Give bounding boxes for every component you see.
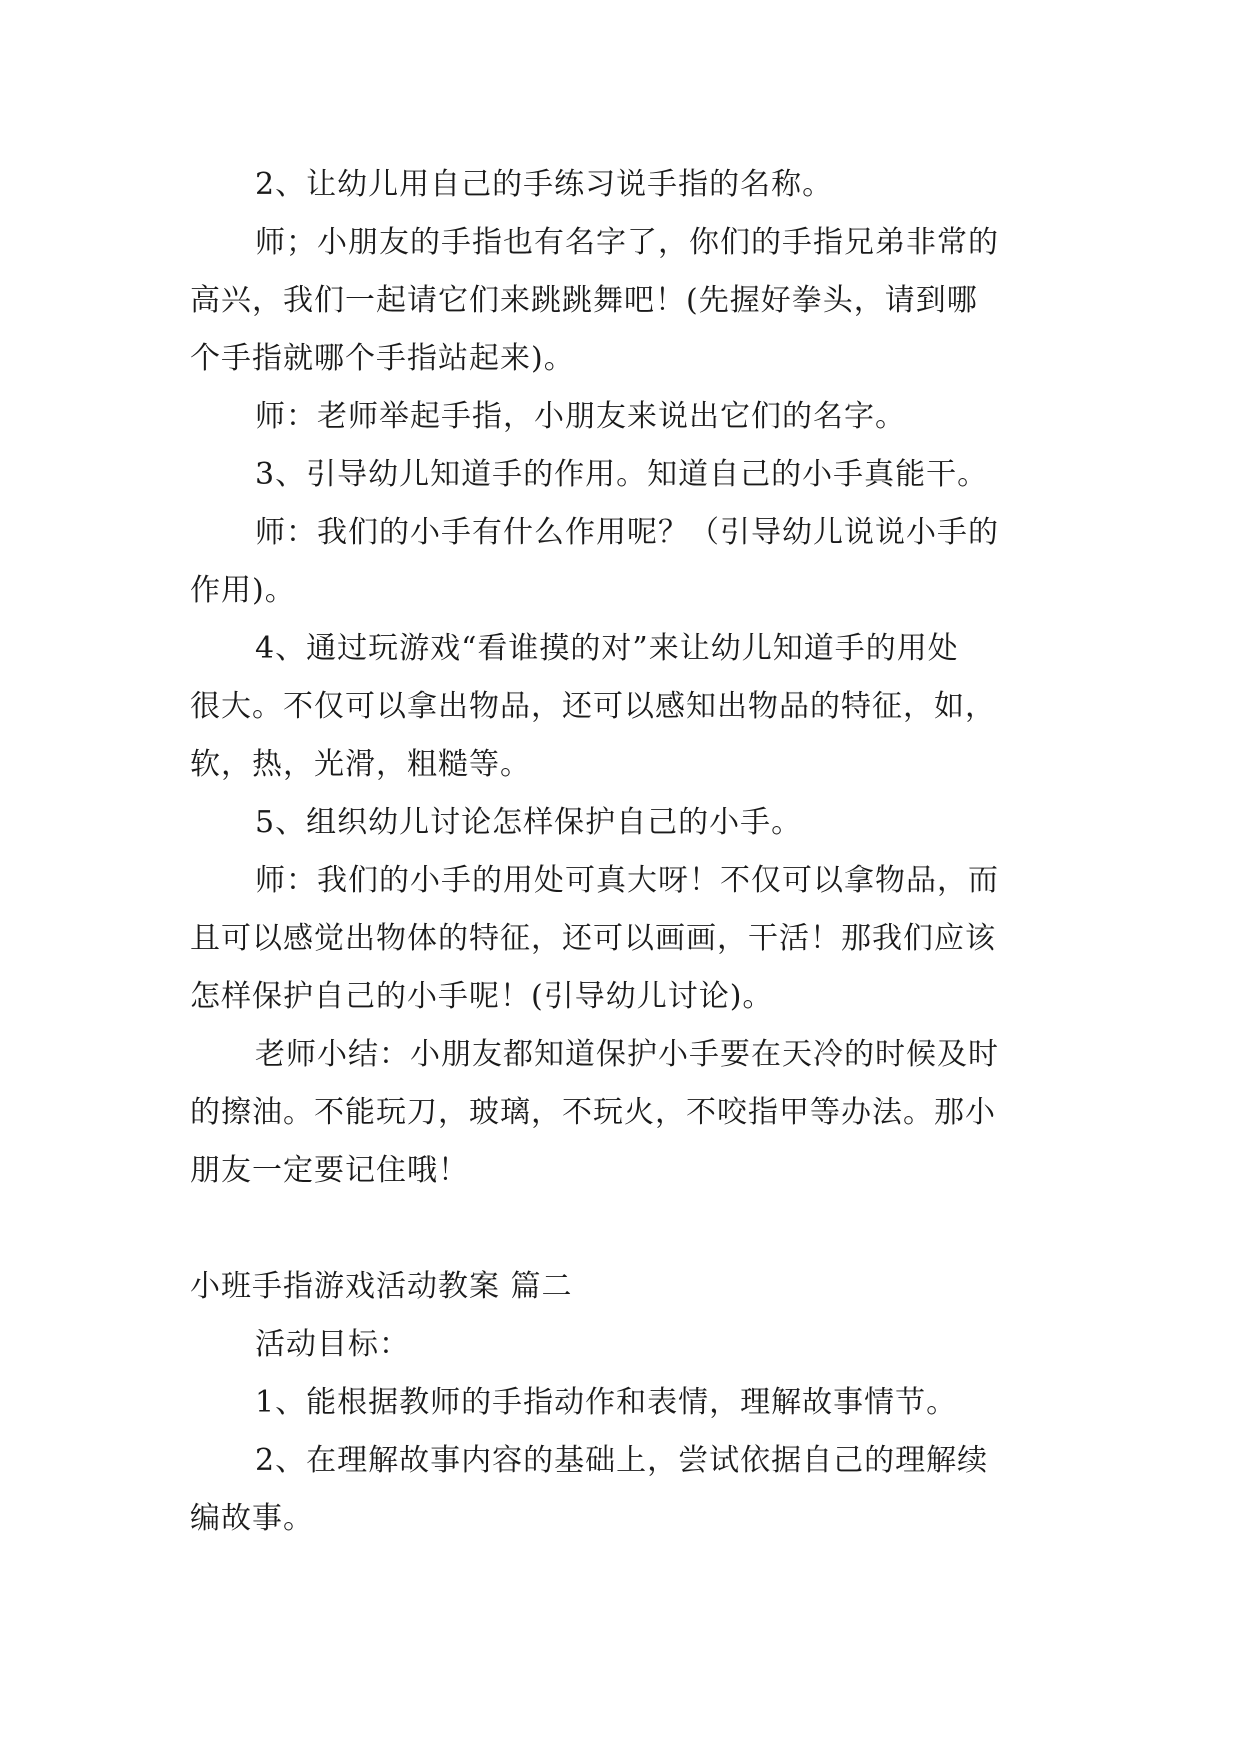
paragraph-line: 师：我们的小手的用处可真大呀！不仅可以拿物品，而 <box>255 863 999 898</box>
paragraph-line: 作用)。 <box>190 573 296 608</box>
paragraph-line: 师：老师举起手指，小朋友来说出它们的名字。 <box>255 399 906 434</box>
paragraph-line: 且可以感觉出物体的特征，还可以画画，干活！那我们应该 <box>190 921 996 956</box>
paragraph-line: 4、通过玩游戏“看谁摸的对”来让幼儿知道手的用处 <box>255 631 959 666</box>
paragraph-line: 软，热，光滑，粗糙等。 <box>190 747 531 782</box>
section-heading: 小班手指游戏活动教案 篇二 <box>190 1269 573 1304</box>
paragraph-line: 活动目标： <box>255 1327 410 1362</box>
paragraph-line: 老师小结：小朋友都知道保护小手要在天冷的时候及时 <box>255 1037 999 1072</box>
paragraph-line: 的擦油。不能玩刀，玻璃，不玩火，不咬指甲等办法。那小 <box>190 1095 996 1130</box>
paragraph-line: 2、在理解故事内容的基础上，尝试依据自己的理解续 <box>255 1443 989 1478</box>
paragraph-line: 怎样保护自己的小手呢！(引导幼儿讨论)。 <box>190 979 774 1014</box>
paragraph-line: 1、能根据教师的手指动作和表情，理解故事情节。 <box>255 1385 958 1420</box>
paragraph-line: 2、让幼儿用自己的手练习说手指的名称。 <box>255 167 834 202</box>
paragraph-line: 师：我们的小手有什么作用呢？（引导幼儿说说小手的 <box>255 515 999 550</box>
paragraph-line: 3、引导幼儿知道手的作用。知道自己的小手真能干。 <box>255 457 989 492</box>
paragraph-line: 很大。不仅可以拿出物品，还可以感知出物品的特征，如， <box>190 689 996 724</box>
paragraph-line: 个手指就哪个手指站起来)。 <box>190 341 575 376</box>
paragraph-line: 编故事。 <box>190 1501 314 1536</box>
paragraph-line: 朋友一定要记住哦！ <box>190 1153 469 1188</box>
paragraph-line: 5、组织幼儿讨论怎样保护自己的小手。 <box>255 805 803 840</box>
paragraph-line: 高兴，我们一起请它们来跳跳舞吧！(先握好拳头，请到哪 <box>190 283 978 318</box>
paragraph-line: 师；小朋友的手指也有名字了，你们的手指兄弟非常的 <box>255 225 999 260</box>
